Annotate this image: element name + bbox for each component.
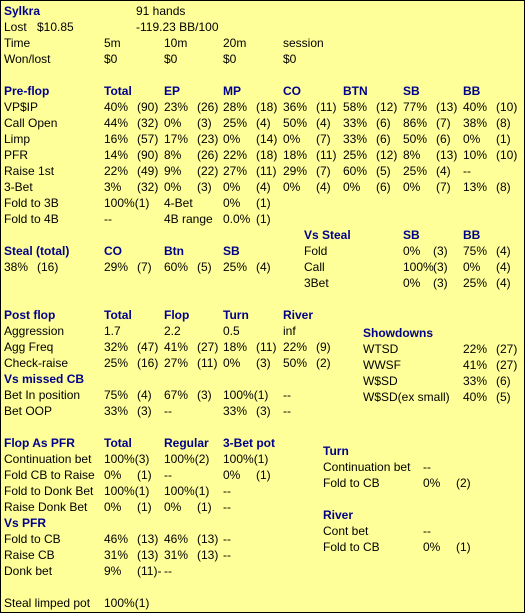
vs-missed-cb-cell-value: 75% (104, 388, 129, 402)
showdowns-value: 41% (463, 358, 488, 372)
flop-pfr-row-label: Continuation bet (4, 452, 92, 466)
postflop-col-header: River (283, 308, 314, 322)
preflop-cell-count: (4) (256, 116, 271, 130)
preflop-cell-count: (1) (496, 132, 511, 146)
postflop-cell-count: (11) (256, 340, 277, 354)
preflop-cell-count: (4) (316, 180, 331, 194)
preflop-cell-count: (49) (137, 164, 159, 178)
preflop-row-label: Raise 1st (4, 164, 55, 178)
postflop-cell-value: 0.5 (223, 324, 240, 338)
preflop-cell-value: 58% (343, 100, 368, 114)
vs-steal-bb-value: 75% (463, 244, 488, 258)
steal-sb-count: (4) (256, 260, 271, 274)
preflop-cell-count: (26) (197, 100, 219, 114)
showdowns-value: 33% (463, 374, 488, 388)
postflop-cell-value: 27% (164, 356, 189, 370)
lost-label: Lost (4, 20, 27, 34)
postflop-cell-value: 50% (283, 356, 308, 370)
river-count: (1) (456, 540, 471, 554)
vs-pfr-cell-value: 9% (104, 564, 122, 578)
preflop-cell-count: (26) (197, 148, 219, 162)
vs-missed-cb-cell-value: -- (283, 404, 291, 418)
vs-missed-cb-cell-count: (3) (137, 404, 152, 418)
vs-missed-cb-cell-value: 33% (104, 404, 129, 418)
fold-to-3b-label: Fold to 3B (4, 196, 59, 210)
preflop-cell-count: (22) (197, 164, 219, 178)
postflop-cell-count: (9) (316, 340, 331, 354)
preflop-cell-value: 28% (223, 100, 248, 114)
preflop-cell-count: (4) (316, 116, 331, 130)
vs-steal-sb-value: 100% (403, 260, 434, 274)
postflop-cell-value: 18% (223, 340, 248, 354)
time-col-20m: 20m (223, 36, 247, 50)
vs-missed-cb-cell-value: -- (283, 388, 291, 402)
preflop-cell-value: 23% (164, 100, 189, 114)
preflop-cell-count: (4) (256, 180, 271, 194)
vs-steal-bb-count: (4) (496, 260, 511, 274)
flop-pfr-cell-value: -- (164, 468, 172, 482)
postflop-cell-count: (11) (197, 356, 218, 370)
preflop-row-label: Limp (4, 132, 31, 146)
preflop-cell-count: (3) (197, 116, 212, 130)
postflop-cell-value: 25% (104, 356, 129, 370)
preflop-cell-value: 8% (403, 148, 421, 162)
preflop-cell-value: 0% (283, 132, 301, 146)
bb-per-100: -119.23 BB/100 (136, 20, 219, 34)
four-bet-range-value: 0.0% (223, 212, 251, 226)
vs-pfr-row-label: Fold to CB (4, 532, 61, 546)
vs-pfr-row-label: Donk bet (4, 564, 53, 578)
preflop-cell-value: 77% (403, 100, 428, 114)
flop-pfr-col-header: Total (104, 436, 132, 450)
preflop-cell-count: (7) (316, 132, 331, 146)
flop-pfr-cell-value: -- (223, 500, 231, 514)
steal-total-value: 38% (4, 260, 29, 274)
steal-sb-value: 25% (223, 260, 248, 274)
preflop-cell-count: (6) (376, 132, 391, 146)
vs-steal-row-label: Call (304, 260, 325, 274)
preflop-cell-count: (6) (376, 180, 391, 194)
preflop-cell-value: 13% (463, 180, 488, 194)
preflop-cell-value: 40% (463, 100, 488, 114)
four-bet-count: (1) (256, 196, 271, 210)
postflop-cell-count: (16) (137, 356, 159, 370)
preflop-cell-count: (4) (436, 164, 451, 178)
vs-pfr-row-label: Raise CB (4, 548, 55, 562)
vs-steal-bb-count: (4) (496, 244, 511, 258)
preflop-cell-value: 9% (164, 164, 182, 178)
preflop-cell-count: (90) (137, 148, 159, 162)
fold-to-4b-label: Fold to 4B (4, 212, 59, 226)
vs-steal-row-label: 3Bet (304, 276, 329, 290)
vs-steal-sb-count: (3) (433, 276, 448, 290)
preflop-col-header: MP (223, 84, 241, 98)
time-col-10m: 10m (164, 36, 188, 50)
preflop-cell-count: (6) (436, 132, 451, 146)
steal-btn-value: 60% (164, 260, 189, 274)
fold-to-3b-value: 100%(1) (104, 196, 150, 210)
player-name: Sylkra (4, 4, 41, 18)
preflop-col-header: BTN (343, 84, 368, 98)
preflop-cell-value: 0% (463, 132, 481, 146)
preflop-cell-value: 8% (164, 148, 182, 162)
postflop-cell-value: 32% (104, 340, 129, 354)
river-value: -- (423, 524, 431, 538)
postflop-row-label: Check-raise (4, 356, 69, 370)
preflop-cell-count: (32) (137, 116, 159, 130)
flop-pfr-cell-value: 100%(2) (164, 452, 210, 466)
showdowns-value: 40% (463, 390, 488, 404)
steal-sb-header: SB (223, 244, 240, 258)
vs-missed-cb-cell-value: -- (164, 404, 172, 418)
preflop-cell-count: (10) (496, 100, 518, 114)
preflop-cell-count: (18) (256, 148, 278, 162)
preflop-cell-value: 0% (164, 180, 182, 194)
postflop-title: Post flop (4, 308, 56, 322)
preflop-cell-value: 25% (403, 164, 428, 178)
turn-row-label: Continuation bet (323, 460, 411, 474)
steal-btn-header: Btn (164, 244, 184, 258)
steal-total-title: Steal (total) (4, 244, 70, 258)
preflop-cell-count: (23) (197, 132, 219, 146)
flop-pfr-cell-count: (1) (137, 500, 152, 514)
flop-pfr-cell-value: 100%(1) (104, 484, 150, 498)
preflop-row-label: Call Open (4, 116, 58, 130)
preflop-cell-value: 60% (343, 164, 368, 178)
vs-steal-bb-value: 0% (463, 260, 481, 274)
preflop-cell-value: 33% (343, 116, 368, 130)
postflop-cell-value: 1.7 (104, 324, 121, 338)
vs-pfr-cell-value: -- (223, 548, 231, 562)
turn-count: (2) (456, 476, 471, 490)
preflop-cell-value: -- (463, 164, 471, 178)
flop-pfr-row-label: Fold CB to Raise (4, 468, 95, 482)
vs-steal-sb-header: SB (403, 228, 420, 242)
preflop-col-header: EP (164, 84, 181, 98)
preflop-cell-count: (11) (256, 164, 277, 178)
vs-missed-cb-title: Vs missed CB (4, 372, 85, 386)
flop-pfr-cell-value: 0% (104, 500, 122, 514)
preflop-cell-count: (12) (376, 148, 398, 162)
vs-missed-cb-cell-count: (3) (197, 388, 212, 402)
vs-pfr-cell-value: 46% (164, 532, 189, 546)
showdowns-count: (6) (496, 374, 511, 388)
preflop-cell-count: (12) (376, 100, 398, 114)
showdowns-row-label: W$SD(ex small) (363, 390, 450, 404)
postflop-col-header: Turn (223, 308, 249, 322)
vs-pfr-cell-count: (13) (137, 532, 159, 546)
showdowns-row-label: WWSF (363, 358, 401, 372)
turn-value: 0% (423, 476, 441, 490)
flop-pfr-cell-value: 0% (164, 500, 182, 514)
steal-co-value: 29% (104, 260, 129, 274)
preflop-cell-value: 33% (343, 132, 368, 146)
river-title: River (323, 508, 354, 522)
flop-pfr-cell-count: (1) (197, 500, 212, 514)
steal-co-count: (7) (137, 260, 152, 274)
vs-steal-sb-count: (3) (433, 244, 448, 258)
preflop-cell-count: (7) (436, 116, 451, 130)
preflop-cell-value: 40% (104, 100, 129, 114)
river-row-label: Cont bet (323, 524, 369, 538)
preflop-row-label: 3-Bet (4, 180, 33, 194)
wonlost-session: $0 (283, 52, 297, 66)
postflop-col-header: Flop (164, 308, 190, 322)
vs-pfr-cell-value: -- (223, 532, 231, 546)
time-col-session: session (283, 36, 324, 50)
vs-steal-row-label: Fold (304, 244, 328, 258)
preflop-cell-value: 22% (104, 164, 129, 178)
postflop-cell-count: (47) (137, 340, 159, 354)
vs-pfr-cell-count: (13) (197, 532, 219, 546)
fold-to-4b-value: -- (104, 212, 112, 226)
vs-missed-cb-cell-value: 67% (164, 388, 189, 402)
vs-steal-sb-value: 0% (403, 276, 421, 290)
vs-steal-sb-count: (3) (433, 260, 448, 274)
vs-pfr-cell-count: (11)- (137, 564, 162, 578)
preflop-cell-value: 10% (463, 148, 488, 162)
preflop-cell-value: 29% (283, 164, 308, 178)
flop-pfr-row-label: Raise Donk Bet (4, 500, 88, 514)
four-bet-label: 4-Bet (164, 196, 193, 210)
vs-steal-bb-header: BB (463, 228, 481, 242)
flop-pfr-cell-count: (1) (137, 468, 152, 482)
preflop-cell-value: 50% (283, 116, 308, 130)
showdowns-row-label: W$SD (363, 374, 398, 388)
preflop-cell-value: 0% (164, 116, 182, 130)
vs-missed-cb-cell-count: (4) (137, 388, 152, 402)
showdowns-count: (5) (496, 390, 511, 404)
turn-title: Turn (323, 444, 349, 458)
preflop-col-header: CO (283, 84, 301, 98)
preflop-row-label: PFR (4, 148, 28, 162)
preflop-cell-count: (13) (436, 100, 458, 114)
flop-pfr-cell-value: -- (223, 484, 231, 498)
flop-as-pfr-title: Flop As PFR (4, 436, 75, 450)
flop-pfr-col-header: 3-Bet pot (223, 436, 275, 450)
flop-pfr-row-label: Fold to Donk Bet (4, 484, 94, 498)
flop-pfr-cell-count: (1) (256, 468, 271, 482)
preflop-cell-value: 50% (403, 132, 428, 146)
vs-missed-cb-cell-value: 100%(1) (223, 388, 269, 402)
vs-pfr-title: Vs PFR (4, 516, 47, 530)
showdowns-title: Showdowns (363, 326, 433, 340)
river-value: 0% (423, 540, 441, 554)
vs-steal-title: Vs Steal (304, 228, 351, 242)
lost-amount: $10.85 (37, 20, 74, 34)
vs-pfr-cell-value: 31% (104, 548, 129, 562)
preflop-cell-value: 25% (343, 148, 368, 162)
preflop-cell-value: 0% (223, 132, 241, 146)
vs-missed-cb-cell-value: 33% (223, 404, 248, 418)
postflop-cell-count: (2) (316, 356, 331, 370)
preflop-cell-value: 44% (104, 116, 129, 130)
flop-pfr-col-header: Regular (164, 436, 209, 450)
preflop-col-header: BB (463, 84, 481, 98)
postflop-cell-value: 41% (164, 340, 189, 354)
steal-btn-count: (5) (197, 260, 212, 274)
preflop-cell-count: (5) (376, 164, 391, 178)
preflop-cell-count: (3) (197, 180, 212, 194)
postflop-row-label: Aggression (4, 324, 65, 338)
flop-pfr-cell-value: 0% (223, 468, 241, 482)
wonlost-5m: $0 (104, 52, 118, 66)
preflop-cell-value: 0% (343, 180, 361, 194)
postflop-cell-value: 0% (223, 356, 241, 370)
preflop-cell-count: (13) (436, 148, 458, 162)
flop-pfr-cell-value: 0% (104, 468, 122, 482)
preflop-cell-value: 25% (223, 116, 248, 130)
turn-row-label: Fold to CB (323, 476, 380, 490)
flop-pfr-cell-value: 100%(1) (223, 452, 269, 466)
vs-steal-bb-value: 25% (463, 276, 488, 290)
postflop-cell-value: inf (283, 324, 296, 338)
wonlost-10m: $0 (164, 52, 178, 66)
preflop-cell-value: 38% (463, 116, 488, 130)
preflop-col-header: SB (403, 84, 420, 98)
turn-value: -- (423, 460, 431, 474)
postflop-row-label: Agg Freq (4, 340, 54, 354)
time-label: Time (4, 36, 31, 50)
preflop-cell-value: 16% (104, 132, 129, 146)
preflop-cell-count: (8) (496, 116, 511, 130)
preflop-cell-value: 14% (104, 148, 129, 162)
preflop-cell-value: 86% (403, 116, 428, 130)
vs-missed-cb-row-label: Bet OOP (4, 404, 53, 418)
time-col-5m: 5m (104, 36, 121, 50)
steal-limped-value: 100%(1) (104, 596, 150, 610)
preflop-cell-value: 22% (223, 148, 248, 162)
postflop-cell-count: (27) (197, 340, 219, 354)
preflop-cell-value: 3% (104, 180, 122, 194)
preflop-cell-count: (6) (376, 116, 391, 130)
flop-pfr-cell-value: 100%(1) (164, 484, 210, 498)
preflop-col-header: Total (104, 84, 132, 98)
wonlost-label: Won/lost (4, 52, 51, 66)
showdowns-value: 22% (463, 342, 488, 356)
river-row-label: Fold to CB (323, 540, 380, 554)
vs-pfr-cell-value: -- (164, 564, 172, 578)
showdowns-row-label: WTSD (363, 342, 399, 356)
postflop-col-header: Total (104, 308, 132, 322)
postflop-cell-value: 2.2 (164, 324, 181, 338)
showdowns-count: (27) (496, 358, 518, 372)
preflop-cell-count: (57) (137, 132, 159, 146)
vs-pfr-cell-count: (13) (137, 548, 159, 562)
vs-missed-cb-cell-count: (3) (256, 404, 271, 418)
preflop-row-label: VP$IP (4, 100, 39, 114)
preflop-cell-count: (11) (316, 100, 337, 114)
wonlost-20m: $0 (223, 52, 237, 66)
steal-limped-label: Steal limped pot (4, 596, 91, 610)
flop-pfr-cell-value: 100%(3) (104, 452, 150, 466)
preflop-cell-count: (11) (316, 148, 337, 162)
hands-count: 91 hands (136, 4, 186, 18)
preflop-cell-value: 0% (283, 180, 301, 194)
vs-steal-bb-count: (4) (496, 276, 511, 290)
postflop-cell-value: 22% (283, 340, 308, 354)
preflop-cell-count: (90) (137, 100, 159, 114)
preflop-cell-count: (7) (436, 180, 451, 194)
steal-co-header: CO (104, 244, 122, 258)
preflop-cell-value: 0% (223, 180, 241, 194)
preflop-cell-value: 0% (403, 180, 421, 194)
preflop-cell-count: (10) (496, 148, 518, 162)
preflop-cell-value: 36% (283, 100, 308, 114)
vs-missed-cb-row-label: Bet In position (4, 388, 81, 402)
vs-pfr-cell-count: (13) (197, 548, 219, 562)
preflop-cell-value: 17% (164, 132, 189, 146)
vs-pfr-cell-value: 31% (164, 548, 189, 562)
vs-steal-sb-value: 0% (403, 244, 421, 258)
preflop-cell-count: (32) (137, 180, 159, 194)
postflop-cell-count: (3) (256, 356, 271, 370)
preflop-cell-count: (18) (256, 100, 278, 114)
preflop-cell-value: 27% (223, 164, 248, 178)
preflop-cell-value: 18% (283, 148, 308, 162)
preflop-cell-count: (14) (256, 132, 278, 146)
four-bet-value: 0% (223, 196, 241, 210)
preflop-cell-count: (8) (496, 180, 511, 194)
four-bet-range-count: (1) (256, 212, 271, 226)
vs-pfr-cell-value: 46% (104, 532, 129, 546)
showdowns-count: (27) (496, 342, 518, 356)
four-bet-range-label: 4B range (164, 212, 213, 226)
preflop-title: Pre-flop (4, 84, 50, 98)
preflop-cell-count: (7) (316, 164, 331, 178)
steal-total-count: (16) (37, 260, 59, 274)
